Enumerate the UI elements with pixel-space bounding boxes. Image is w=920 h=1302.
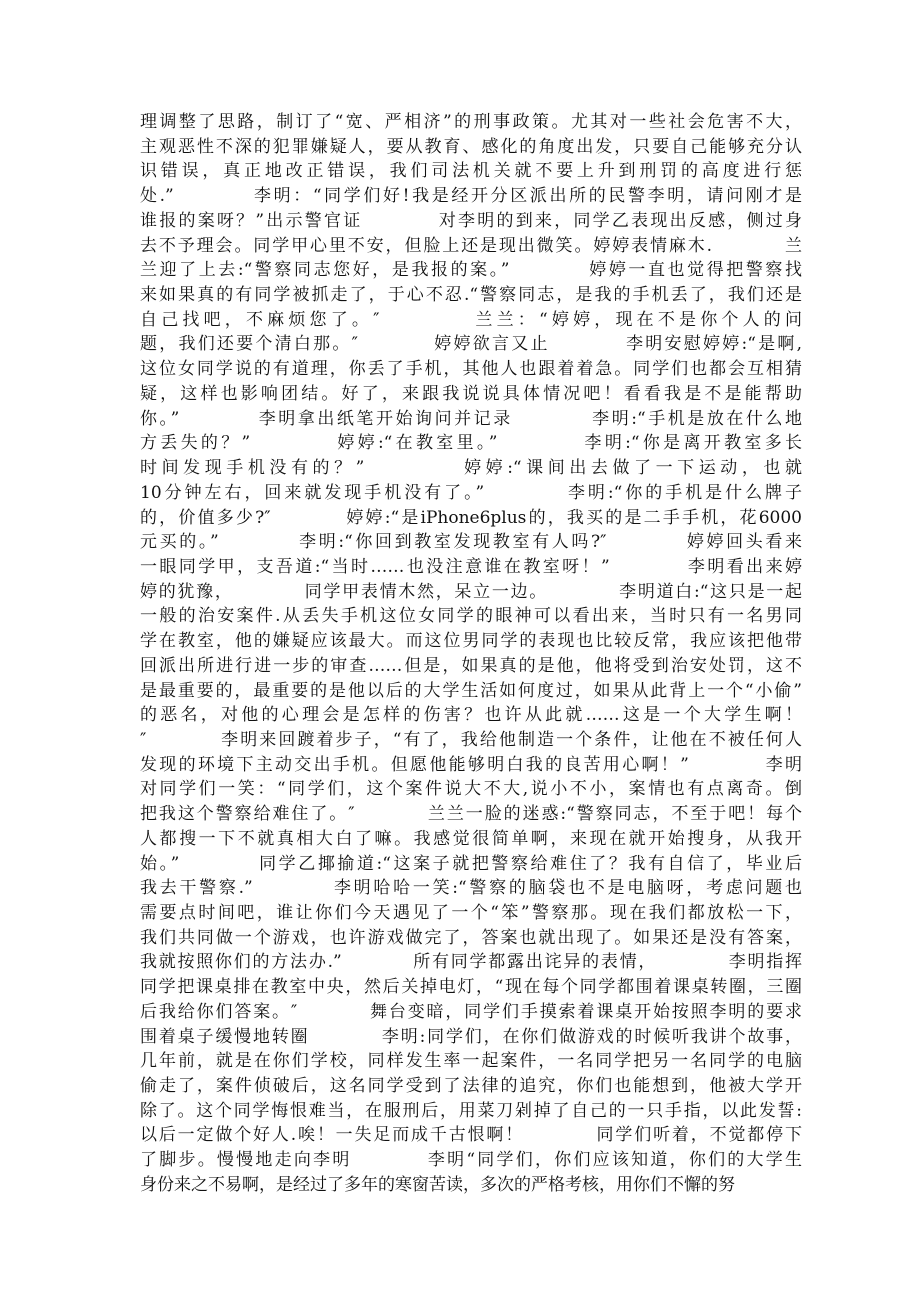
text-line: 后我给你们答案。″ 舞台变暗，同学们手摸索着课桌开始按照李明的要求 <box>140 1001 802 1022</box>
text-line: 身份来之不易啊，是经过了多年的寒窗苦读，多次的严格考核，用你们不懈的努 <box>140 1174 735 1195</box>
text-line: 的恶名，对他的心理会是怎样的伤害？也许从此就……这是一个大学生啊！ <box>140 705 802 726</box>
document-body-text <box>140 110 802 1198</box>
text-line: 来如果真的有同学被抓走了，于心不忍.“警察同志，是我的手机丢了，我们还是 <box>140 285 802 306</box>
text-line: 的，价值多少?″ 婷婷:“是iPhone6plus的，我买的是二手手机，花6000 <box>140 507 802 528</box>
text-line: 人都搜一下不就真相大白了嘛。我感觉很简单啊，来现在就开始搜身，从我开 <box>140 828 802 849</box>
text-line: 把我这个警察给难住了。″ 兰兰一脸的迷惑:“警察同志，不至于吧！每个 <box>140 804 802 825</box>
text-line: 以后一定做个好人.唉！一失足而成千古恨啊！ 同学们听着，不觉都停下 <box>140 1125 802 1146</box>
text-line: 对同学们一笑：“同学们，这个案件说大不大,说小不小，案情也有点离奇。倒 <box>140 779 802 800</box>
text-line: 婷的犹豫， 同学甲表情木然，呆立一边。 李明道白:“这只是一起 <box>140 581 802 602</box>
text-line: 需要点时间吧，谁让你们今天遇见了一个“笨”警察那。现在我们都放松一下， <box>140 903 802 923</box>
text-line: 识错误，真正地改正错误，我们司法机关就不要上升到刑罚的高度进行惩 <box>140 161 802 182</box>
text-line: 兰迎了上去:“警察同志您好，是我报的案。” 婷婷一直也觉得把警察找 <box>140 260 802 281</box>
text-line: 这位女同学说的有道理，你丢了手机，其他人也跟着着急。同学们也都会互相猜 <box>140 359 802 380</box>
text-line: 我去干警察.” 李明哈哈一笑:“警察的脑袋也不是电脑呀，考虑问题也 <box>140 878 802 899</box>
text-line: 围着桌子缓慢地转圈 李明:同学们，在你们做游戏的时候听我讲个故事， <box>140 1026 802 1047</box>
text-line: 一般的治安案件.从丢失手机这位女同学的眼神可以看出来，当时只有一名男同 <box>140 606 802 627</box>
text-line: 除了。这个同学悔恨难当，在服刑后，用菜刀剁掉了自己的一只手指，以此发誓: <box>140 1100 802 1121</box>
text-line: 发现的环境下主动交出手机。但愿他能够明白我的良苦用心啊！” 李明 <box>140 754 802 775</box>
text-line: 我就按照你们的方法办.” 所有同学都露出诧异的表情， 李明指挥 <box>140 952 802 973</box>
text-line: 一眼同学甲，支吾道:“当时……也没注意谁在教室呀！” 李明看出来婷 <box>140 556 802 577</box>
text-line: 自己找吧，不麻烦您了。″ 兰兰：“婷婷，现在不是你个人的问 <box>140 309 802 330</box>
text-line: 疑，这样也影响团结。好了，来跟我说说具体情况吧！看看我是不是能帮助 <box>140 383 802 404</box>
text-line: 始。” 同学乙揶揄道:“这案子就把警察给难住了？我有自信了，毕业后 <box>140 853 802 874</box>
text-line: 10分钟左右，回来就发现手机没有了。” 李明:“你的手机是什么牌子 <box>140 482 802 503</box>
text-line: 你。” 李明拿出纸笔开始询问并记录 李明:“手机是放在什么地 <box>140 408 802 429</box>
text-line: 理调整了思路，制订了“宽、严相济”的刑事政策。尤其对一些社会危害不大， <box>140 112 802 132</box>
text-line: 偷走了，案件侦破后，这名同学受到了法律的追究，你们也能想到，他被大学开 <box>140 1076 802 1097</box>
text-line: 主观恶性不深的犯罪嫌疑人，要从教育、感化的角度出发，只要自己能够充分认 <box>140 136 802 157</box>
text-line: 我们共同做一个游戏，也许游戏做完了，答案也就出现了。如果还是没有答案， <box>140 927 802 948</box>
text-line: 处.” 李明：“同学们好!我是经开分区派出所的民警李明，请问刚才是 <box>140 186 802 207</box>
text-line: ″ 李明来回踱着步子，“有了，我给他制造一个条件，让他在不被任何人 <box>140 729 802 750</box>
text-line: 谁报的案呀？”出示警官证 对李明的到来，同学乙表现出反感，侧过身 <box>140 210 802 231</box>
text-line: 去不予理会。同学甲心里不安，但脸上还是现出微笑。婷婷表情麻木. 兰 <box>140 235 802 256</box>
text-line: 学在教室，他的嫌疑应该最大。而这位男同学的表现也比较反常，我应该把他带 <box>140 631 802 652</box>
text-line: 时间发现手机没有的？” 婷婷:“课间出去做了一下运动，也就 <box>140 458 802 479</box>
text-line: 回派出所进行进一步的审查……但是，如果真的是他，他将受到治安处罚，这不 <box>140 655 802 676</box>
text-line: 元买的。” 李明:“你回到教室发现教室有人吗?″ 婷婷回头看来 <box>140 532 802 553</box>
text-line: 题，我们还要个清白那。″ 婷婷欲言又止 李明安慰婷婷:“是啊, <box>140 334 802 355</box>
text-line: 方丢失的？” 婷婷:“在教室里。” 李明:“你是离开教室多长 <box>140 433 802 454</box>
text-line: 几年前，就是在你们学校，同样发生率一起案件，一名同学把另一名同学的电脑 <box>140 1051 802 1072</box>
text-line: 同学把课桌排在教室中央，然后关掉电灯，“现在每个同学都围着课桌转圈，三圈 <box>140 977 802 998</box>
text-line: 是最重要的，最重要的是他以后的大学生活如何度过，如果从此背上一个“小偷” <box>140 680 802 701</box>
text-line: 了脚步。慢慢地走向李明 李明“同学们，你们应该知道，你们的大学生 <box>140 1150 802 1171</box>
